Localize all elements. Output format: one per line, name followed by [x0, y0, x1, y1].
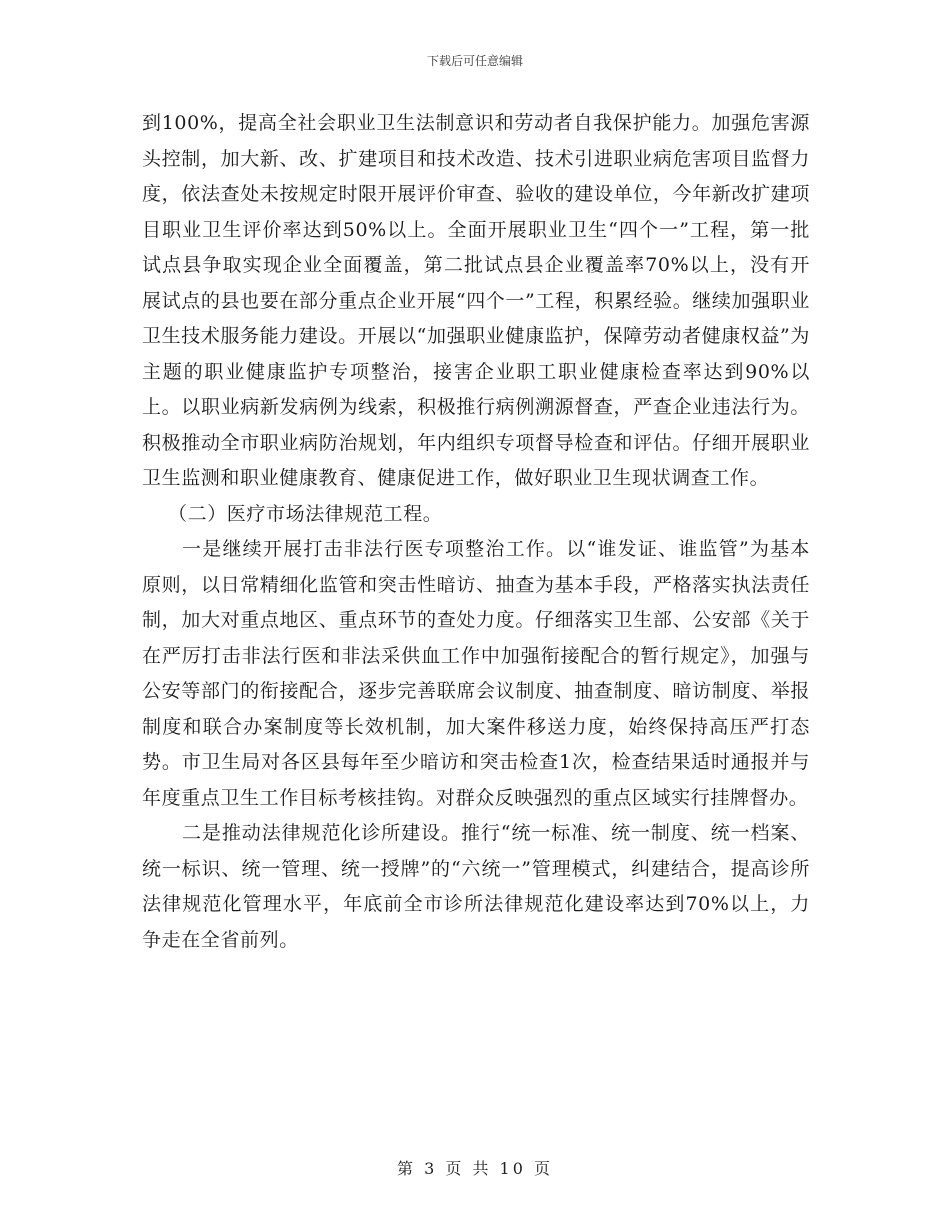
page-header: 下载后可任意编辑	[426, 54, 523, 68]
paragraph-clinic-standardization: 二是推动法律规范化诊所建设。推行“统一标准、统一制度、统一档案、统一标识、统一管理、统一授牌”的“六统一”管理模式，纠建结合，提高诊所法律规范化管理水平，年底前全市诊所法律规范化建设率达到70%以上，力争走在全省前列。	[142, 822, 810, 951]
page-number-footer: 第 3 页 共 10 页	[397, 1159, 553, 1178]
section-heading-medical-market: （二）医疗市场法律规范工程。	[168, 502, 443, 525]
paragraph-illegal-practice: 一是继续开展打击非法行医专项整治工作。以“谁发证、谁监管”为基本原则，以日常精细化监管和突击性暗访、抽查为基本手段，严格落实执法责任制，加大对重点地区、重点环节的查处力度。仔细落实卫生部、公安部《关于在严厉打击非法行医和非法采供血工作中加强衔接配合的暂行规定》，加强与公安等部门的衔接配合，逐步完善联席会议制度、抽查制度、暗访制度、举报制度和联合办案制度等长效机制，加大案件移送力度，始终保持高压严打态势。市卫生局对各区县每年至少暗访和突击检查1次，检查结果适时通报并与年度重点卫生工作目标考核挂钩。对群众反映强烈的重点区域实行挂牌督办。	[142, 538, 810, 809]
paragraph-occupational-health: 到100%，提高全社会职业卫生法制意识和劳动者自我保护能力。加强危害源头控制，加大新、改、扩建项目和技术改造、技术引进职业病危害项目监督力度，依法查处未按规定时限开展评价审查、验收的建设单位，今年新改扩建项目职业卫生评价率达到50%以上。全面开展职业卫生“四个一”工程，第一批试点县争取实现企业全面覆盖，第二批试点县企业覆盖率70%以上，没有开展试点的县也要在部分重点企业开展“四个一”工程，积累经验。继续加强职业卫生技术服务能力建设。开展以“加强职业健康监护，保障劳动者健康权益”为主题的职业健康监护专项整治，接害企业职工职业健康检查率达到90%以上。以职业病新发病例为线索，积极推行病例溯源督查，严查企业违法行为。积极推动全市职业病防治规划，年内组织专项督导检查和评估。仔细开展职业卫生监测和职业健康教育、健康促进工作，做好职业卫生现状调查工作。	[142, 112, 810, 489]
document-body	[142, 106, 810, 958]
